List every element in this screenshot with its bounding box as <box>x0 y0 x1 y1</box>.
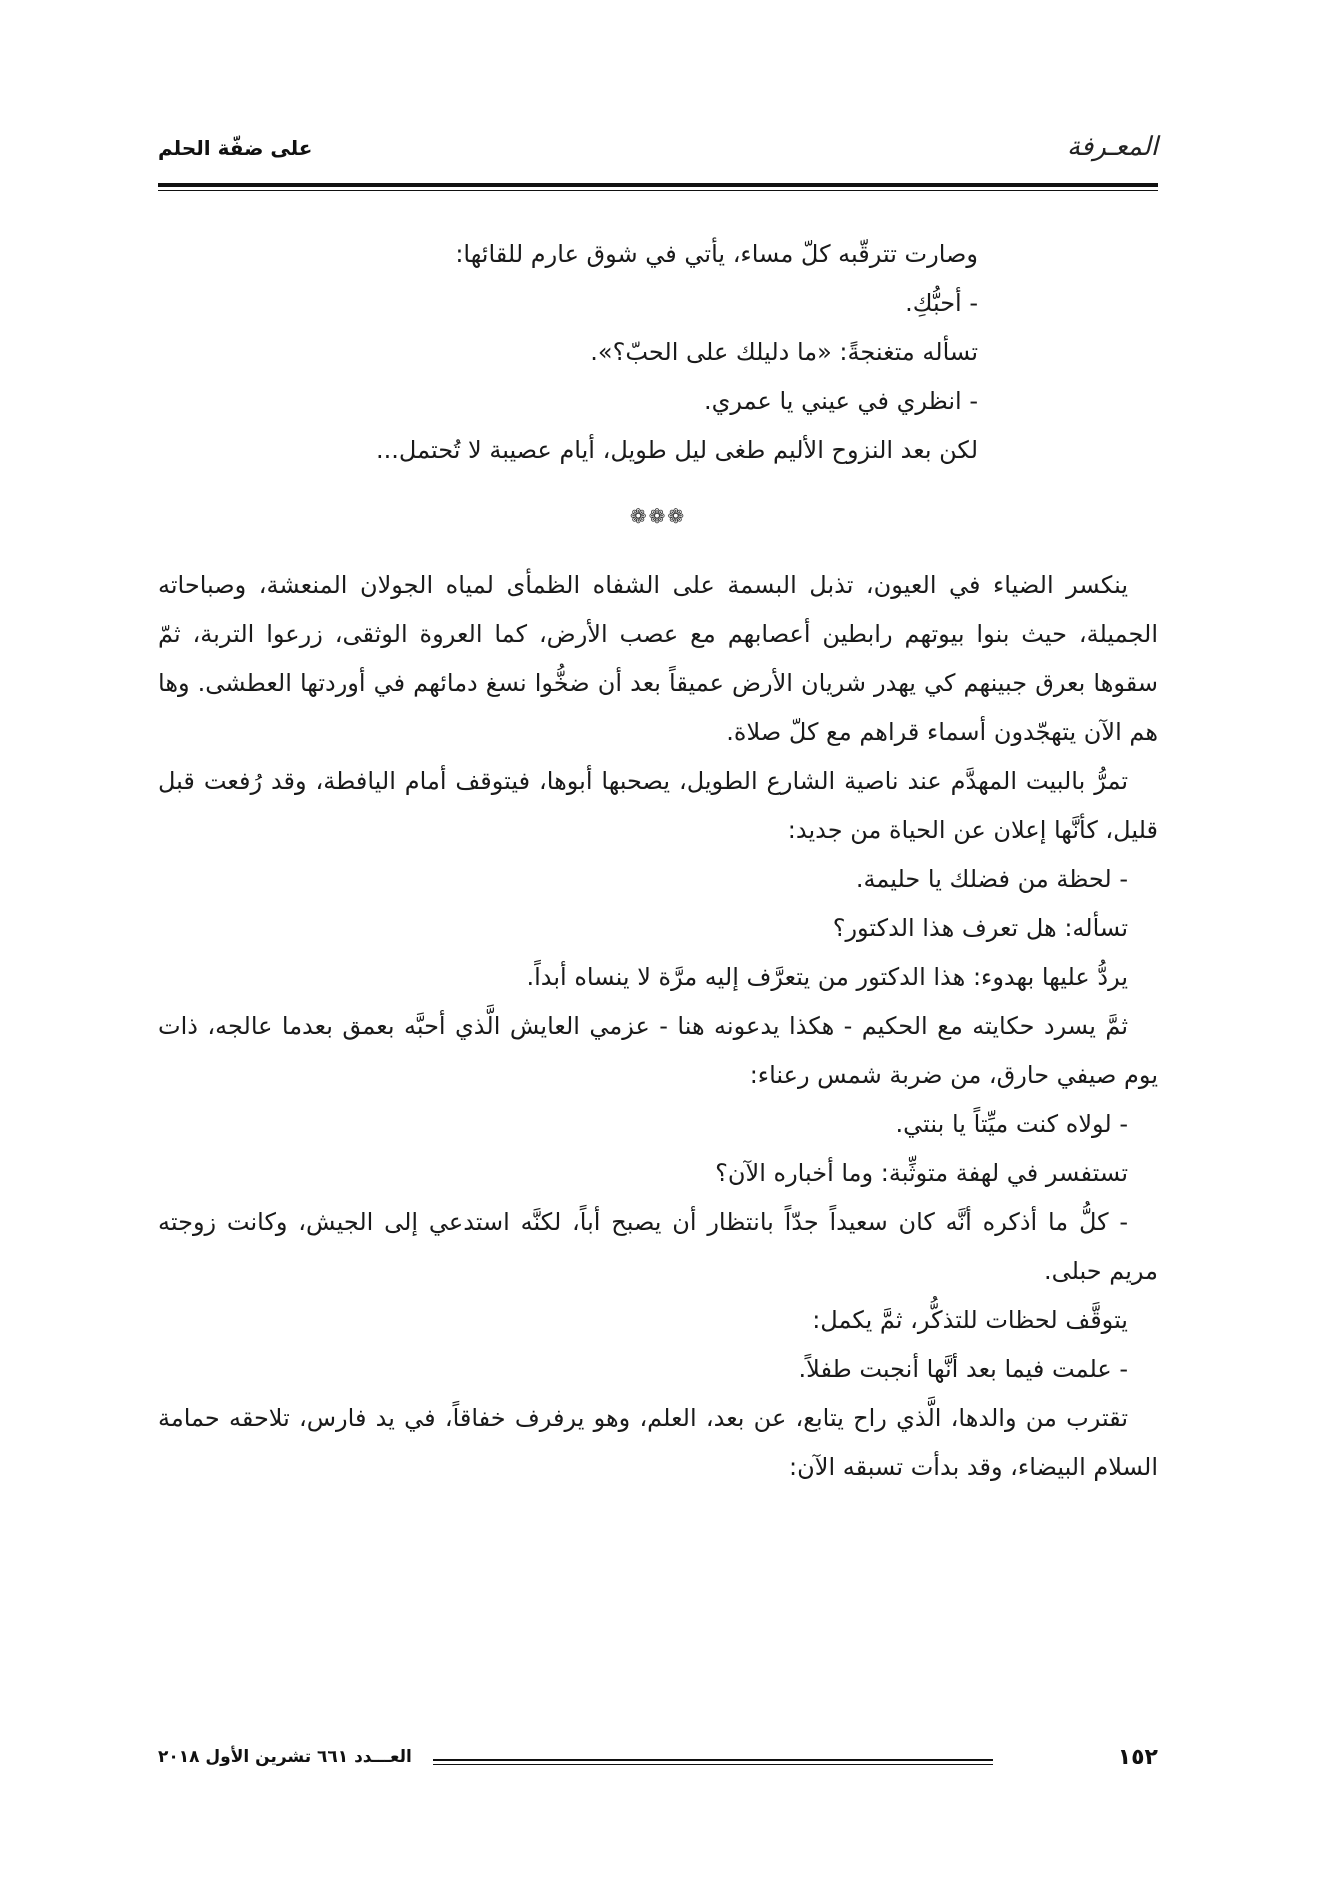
section-separator: ❁❁❁ <box>629 504 687 528</box>
paragraph: ثمَّ يسرد حكايته مع الحكيم - هكذا يدعونه هنا - عزمي العايش الَّذي أحبَّه بعمق بعدما عالجه، ذات يوم صيفي حارق، من ضربة شمس رعناء: <box>158 1012 1158 1089</box>
paragraph: يردُّ عليها بهدوء: هذا الدكتور من يتعرَّف إليه مرَّة لا ينساه أبداً. <box>526 963 1128 991</box>
text-line: وصارت تترقّبه كلّ مساء، يأتي في شوق عارم للقائها: <box>455 240 978 268</box>
footer-rule-thin <box>433 1764 993 1765</box>
page-footer <box>158 1745 1158 1775</box>
text-line: تسأله متغنجةً: «ما دليلك على الحبّ؟». <box>590 338 978 366</box>
text-line: - أحبُّكِ. <box>905 289 978 317</box>
paragraph: تمرُّ بالبيت المهدَّم عند ناصية الشارع الطويل، يصحبها أبوها، فيتوقف أمام اليافطة، وقد رُفعت قبل قليل، كأنَّها إعلان عن الحياة من جديد: <box>158 767 1158 844</box>
paragraph: ينكسر الضياء في العيون، تذبل البسمة على الشفاه الظمأى لمياه الجولان المنعشة، وصباحاته الجميلة، حيث بنوا بيوتهم رابطين أعصابهم مع عصب الأرض، كما العروة الوثقى، زرعوا التربة، ثمّ سقوها بعرق جبينهم كي يهدر شريان الأرض عميقاً بعد أن ضخُّوا نسغ دمائهم في أوردتها العطشى. وها هم الآن يتهجّدون أسماء قراهم مع كلّ صلاة. <box>158 571 1158 746</box>
page-number: ١٥٢ <box>1117 1745 1158 1770</box>
header-rule <box>158 183 1158 187</box>
issue-info: العـــدد ٦٦١ تشرين الأول ٢٠١٨ <box>158 1747 412 1767</box>
paragraph: - علمت فيما بعد أنَّها أنجبت طفلاً. <box>798 1355 1128 1383</box>
page-header <box>158 132 1158 172</box>
header-rule-thin <box>158 190 1158 191</box>
text-line: لكن بعد النزوح الأليم طغى ليل طويل، أيام عصيبة لا تُحتمل... <box>376 436 978 464</box>
opening-dialogue <box>158 230 1158 475</box>
paragraph: تستفسر في لهفة متوثِّبة: وما أخباره الآن؟ <box>715 1159 1128 1187</box>
paragraph: تقترب من والدها، الَّذي راح يتابع، عن بعد، العلم، وهو يرفرف خفاقاً، في يد فارس، تلاحقه حمامة السلام البيضاء، وقد بدأت تسبقه الآن: <box>158 1404 1158 1481</box>
paragraph: - لحظة من فضلك يا حليمة. <box>855 865 1128 893</box>
article-body <box>158 230 1158 1492</box>
footer-rule <box>433 1759 993 1761</box>
paragraph: - كلُّ ما أذكره أنَّه كان سعيداً جدّاً بانتظار أن يصبح أباً، لكنَّه استدعي إلى الجيش، وكانت زوجته مريم حبلى. <box>158 1208 1158 1285</box>
magazine-logo: المعـرفة <box>1066 132 1158 162</box>
running-title: على ضفّة الحلم <box>158 136 313 160</box>
text-line: - انظري في عيني يا عمري. <box>704 387 978 415</box>
paragraph: تسأله: هل تعرف هذا الدكتور؟ <box>832 914 1128 942</box>
paragraph: يتوقَّف لحظات للتذكُّر، ثمَّ يكمل: <box>812 1306 1128 1334</box>
paragraph: - لولاه كنت ميِّتاً يا بنتي. <box>895 1110 1128 1138</box>
